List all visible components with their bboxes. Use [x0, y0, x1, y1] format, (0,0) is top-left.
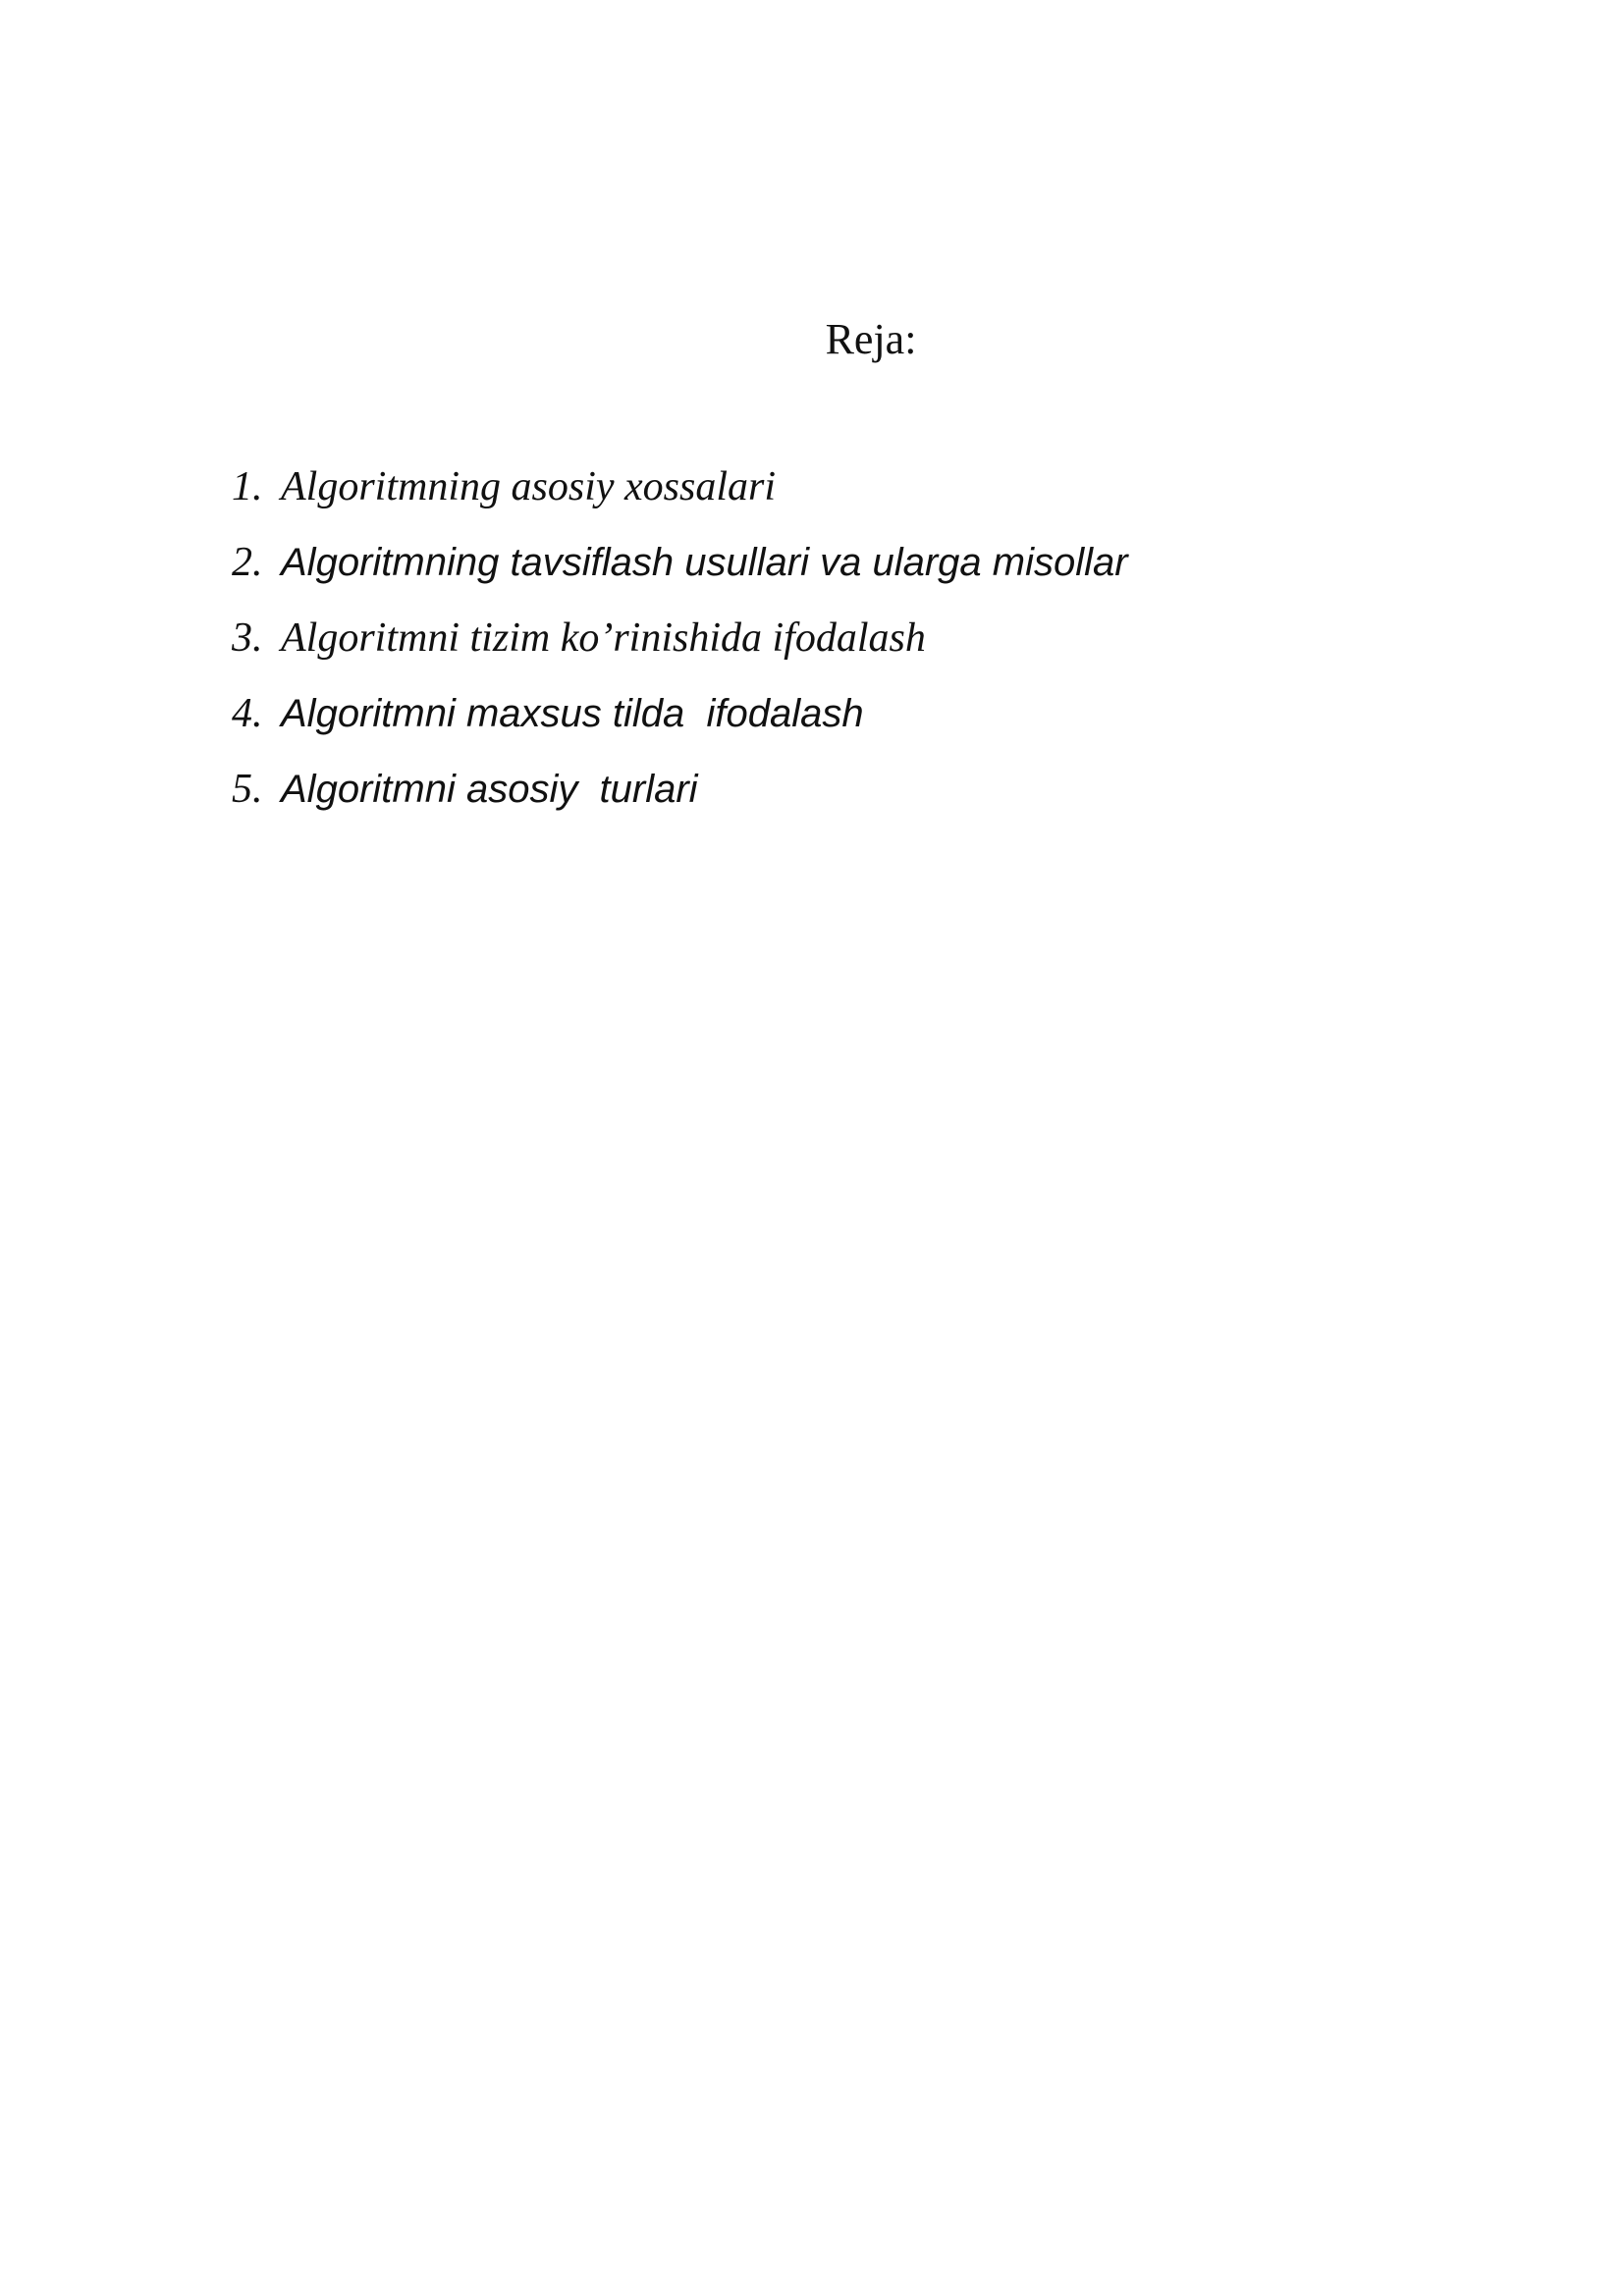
list-item-number: 2. [232, 540, 263, 585]
list-item-text: Algoritmni tizim ko’rinishida ifodalash [281, 615, 926, 661]
list-item [232, 690, 1128, 766]
page-title: Reja: [825, 315, 917, 363]
list-item-text: Algoritmning tavsiflash usullari va ularga misollar [281, 541, 1128, 584]
list-item-text: Algoritmni maxsus tilda ifodalash [281, 692, 864, 735]
list-item-number: 4. [232, 691, 263, 736]
list-item [232, 766, 1128, 841]
plan-list [232, 463, 1128, 841]
list-item-number: 5. [232, 767, 263, 812]
list-item [232, 614, 1128, 690]
list-item [232, 539, 1128, 614]
list-item-text: Algoritmning asosiy xossalari [281, 464, 777, 509]
list-item-text: Algoritmni asosiy turlari [281, 768, 698, 811]
list-item-number: 3. [232, 615, 263, 661]
list-item [232, 463, 1128, 539]
list-item-number: 1. [232, 464, 263, 509]
